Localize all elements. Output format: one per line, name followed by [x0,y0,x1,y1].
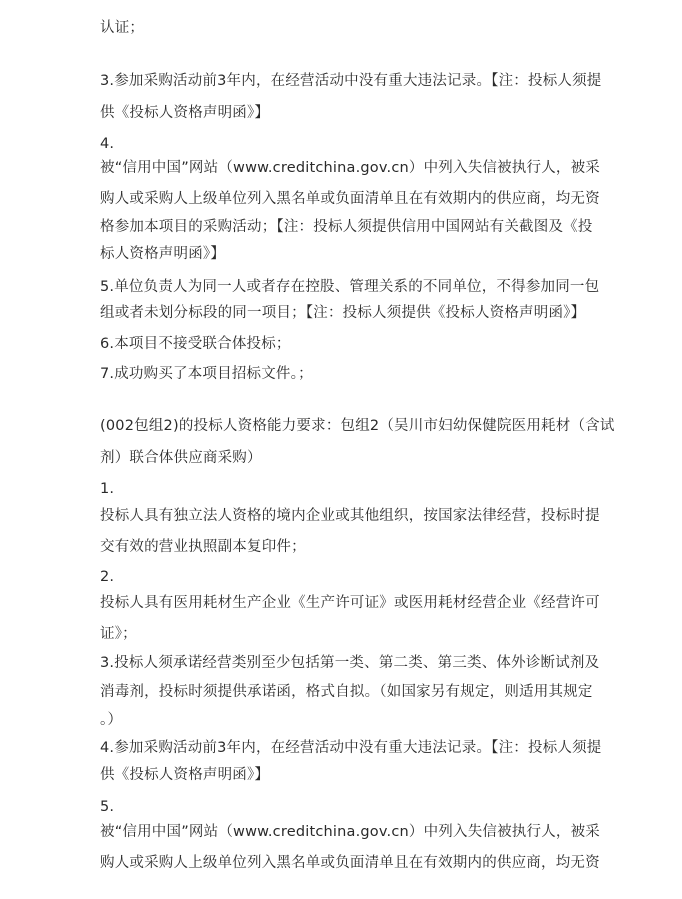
text-line: (002包组2)的投标人资格能力要求：包组2（吴川市妇幼保健院医用耗材（含试 [100,418,615,434]
text-line: 1. [100,481,115,497]
text-line: 4.参加采购活动前3年内，在经营活动中没有重大违法记录。【注：投标人须提 [100,740,602,756]
text-line: 4. [100,136,115,152]
text-line: 被“信用中国”网站（www.creditchina.gov.cn）中列入失信被执行人，被采 [100,160,601,176]
text-line: 投标人具有独立法人资格的境内企业或其他组织，按国家法律经营，投标时提 [100,508,600,524]
text-line: 组或者未划分标段的同一项目；【注：投标人须提供《投标人资格声明函》】 [100,305,586,321]
text-line: 标人资格声明函》】 [100,246,226,262]
text-line: 6.本项目不接受联合体投标； [100,336,291,352]
text-line: 2. [100,569,115,585]
text-line: 证》； [100,626,137,642]
text-line: 5.单位负责人为同一人或者存在控股、管理关系的不同单位，不得参加同一包 [100,279,600,295]
text-line: 3.参加采购活动前3年内，在经营活动中没有重大违法记录。【注：投标人须提 [100,73,602,89]
text-line: 消毒剂，投标时须提供承诺函，格式自拟。（如国家另有规定，则适用其规定 [100,684,593,700]
text-line: 格参加本项目的采购活动；【注：投标人须提供信用中国网站有关截图及《投 [100,219,593,235]
text-line: 认证； [100,20,145,36]
text-line: 3.投标人须承诺经营类别至少包括第一类、第二类、第三类、体外诊断试剂及 [100,655,600,671]
text-line: 5. [100,799,115,815]
text-line: 投标人具有医用耗材生产企业《生产许可证》或医用耗材经营企业《经营许可 [100,595,600,611]
text-line: 被“信用中国”网站（www.creditchina.gov.cn）中列入失信被执行人，被采 [100,824,601,840]
text-line: 交有效的营业执照副本复印件； [100,539,306,555]
text-line: 供《投标人资格声明函》】 [100,105,270,121]
text-line: 购人或采购人上级单位列入黑名单或负面清单且在有效期内的供应商，均无资 [100,191,600,207]
text-line: 购人或采购人上级单位列入黑名单或负面清单且在有效期内的供应商，均无资 [100,855,600,871]
text-line: 剂）联合体供应商采购） [100,450,262,466]
text-line: 7.成功购买了本项目招标文件。； [100,366,313,382]
text-line: 。） [100,712,123,728]
text-line: 供《投标人资格声明函》】 [100,767,270,783]
